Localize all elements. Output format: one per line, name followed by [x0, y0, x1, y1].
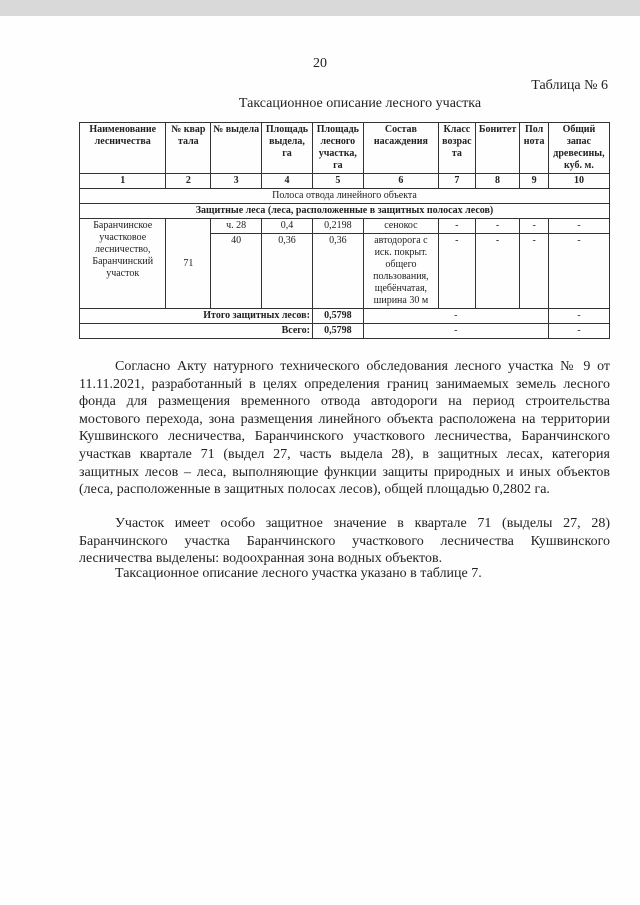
col-number: 10	[548, 174, 609, 189]
vydel-cell: ч. 28	[211, 219, 262, 234]
paragraph-text: Согласно Акту натурного технического обследования лесного участка № 9 от 11.11.2021, разработанный в целях определения границ занимаемых земель лесного фонда для размещения временного отвода автодороги на период строительства мостового перехода, зона размещения линейного объекта расположена на территории Кушвинского лесничества, Баранчинского участкового лесничества, Баранчинского участкав квартале 71 (выдел 27, часть выдела 28), в защитных лесах, категория защитных лесов – леса, выполняющие функции защиты природных и иных объектов (леса, расположенные в защитных полосах лесов), общей площадью 0,2802 га.	[79, 359, 610, 498]
col-number: 6	[363, 174, 438, 189]
paragraph	[79, 358, 610, 499]
section-title: Полоса отвода линейного объекта	[80, 189, 610, 204]
total-dash: -	[363, 324, 548, 339]
taxation-table	[79, 122, 610, 339]
plot-area-cell: 0,36	[312, 234, 363, 309]
age-cell: -	[439, 219, 476, 234]
composition-cell: сенокос	[363, 219, 438, 234]
header-cell: Пол нота	[520, 123, 548, 174]
col-number: 4	[262, 174, 313, 189]
page-number: 20	[313, 56, 327, 71]
table-row	[80, 219, 610, 234]
col-number: 3	[211, 174, 262, 189]
age-cell: -	[439, 234, 476, 309]
table-label: Таблица № 6	[531, 78, 608, 93]
quarter-number: 71	[166, 219, 211, 309]
scan-top-band	[0, 0, 640, 16]
subtotal-label: Итого защитных лесов:	[80, 309, 313, 324]
density-cell: -	[520, 219, 548, 234]
area-cell: 0,4	[262, 219, 313, 234]
total-label: Всего:	[80, 324, 313, 339]
col-number: 5	[312, 174, 363, 189]
plot-area-cell: 0,2198	[312, 219, 363, 234]
total-row	[80, 324, 610, 339]
col-number: 2	[166, 174, 211, 189]
composition-cell: автодорога с иск. покрыт. общего пользования, щебёнчатая, ширина 30 м	[363, 234, 438, 309]
subtotal-value: 0,5798	[312, 309, 363, 324]
header-cell: Бонитет	[475, 123, 520, 174]
paragraph-text: Таксационное описание лесного участка указано в таблице 7.	[115, 566, 482, 581]
column-number-row	[80, 174, 610, 189]
density-cell: -	[520, 234, 548, 309]
paragraph-text: Участок имеет особо защитное значение в квартале 71 (выделы 27, 28) Баранчинского участка Баранчинского участкового лесничества Кушвинского лесничества выделены: водоохранная зона водных объектов.	[79, 516, 610, 567]
col-number: 1	[80, 174, 166, 189]
total-stock: -	[548, 324, 609, 339]
forestry-name: Баранчинское участковое лесничество, Баранчинский участок	[80, 219, 166, 309]
subtotal-dash: -	[363, 309, 548, 324]
table-header-row	[80, 123, 610, 174]
header-cell: Площадь лесного участка, га	[312, 123, 363, 174]
subtotal-stock: -	[548, 309, 609, 324]
total-value: 0,5798	[312, 324, 363, 339]
col-number: 8	[475, 174, 520, 189]
paragraph	[79, 565, 610, 583]
col-number: 7	[439, 174, 476, 189]
col-number: 9	[520, 174, 548, 189]
table-title: Таксационное описание лесного участка	[238, 96, 482, 111]
subtotal-row	[80, 309, 610, 324]
bonitet-cell: -	[475, 219, 520, 234]
stock-cell: -	[548, 234, 609, 309]
header-cell: № квар тала	[166, 123, 211, 174]
header-cell: Общий запас древесины, куб. м.	[548, 123, 609, 174]
section-title: Защитные леса (леса, расположенные в защитных полосах лесов)	[80, 204, 610, 219]
paragraph	[79, 515, 610, 568]
header-cell: Площадь выдела, га	[262, 123, 313, 174]
bonitet-cell: -	[475, 234, 520, 309]
header-cell: Класс возрас та	[439, 123, 476, 174]
stock-cell: -	[548, 219, 609, 234]
area-cell: 0,36	[262, 234, 313, 309]
vydel-cell: 40	[211, 234, 262, 309]
section-row	[80, 204, 610, 219]
header-cell: Состав насаждения	[363, 123, 438, 174]
header-cell: № выдела	[211, 123, 262, 174]
header-cell: Наименование лесничества	[80, 123, 166, 174]
section-row	[80, 189, 610, 204]
